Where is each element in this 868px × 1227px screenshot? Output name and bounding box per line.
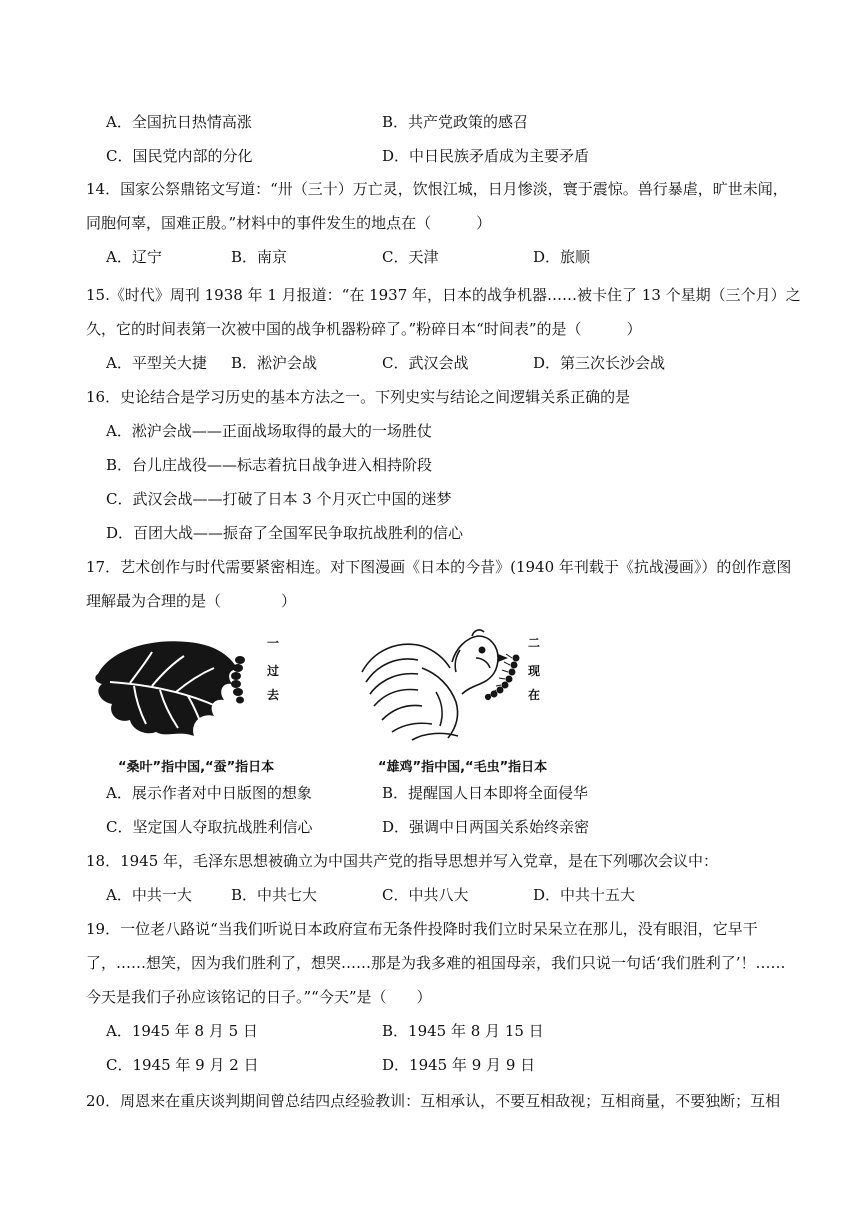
mulberry-leaf-silkworm-illustration	[90, 632, 250, 744]
q14-option-c[interactable]: C．天津	[382, 248, 439, 266]
q14-option-b[interactable]: B．南京	[231, 248, 288, 266]
q18-option-a[interactable]: A．中共一大	[106, 886, 192, 904]
q15-stem-line-1: 15.《时代》周刊 1938 年 1 月报道：“在 1937 年，日本的战争机器……被卡住了 13 个星期（三个月）之	[86, 286, 801, 304]
panel-right-side-char-1: 二	[527, 636, 540, 650]
q17-option-b[interactable]: B．提醒国人日本即将全面侵华	[382, 784, 589, 802]
panel-right-side-text	[527, 634, 541, 704]
panel-left-caption: “桑叶”指中国,“蚕”指日本	[118, 760, 275, 775]
q18-stem-line-1: 18．1945 年，毛泽东思想被确立为中国共产党的指导思想并写入党章，是在下列哪次会议中：	[86, 852, 719, 870]
q18-option-c[interactable]: C．中共八大	[382, 886, 469, 904]
q13-option-b[interactable]: B．共产党政策的感召	[382, 113, 529, 131]
panel-left-side-char-2: 过	[266, 664, 279, 678]
q18-option-d[interactable]: D．中共十五大	[533, 886, 636, 904]
q13-option-a[interactable]: A．全国抗日热情高涨	[106, 113, 252, 131]
q15-stem-line-2: 久，它的时间表第一次被中国的战争机器粉碎了。”粉碎日本“时间表”的是（ ）	[86, 320, 642, 338]
panel-left-side-char-3: 去	[266, 688, 279, 702]
q18-option-b[interactable]: B．中共七大	[231, 886, 318, 904]
q16-option-b[interactable]: B．台儿庄战役——标志着抗日战争进入相持阶段	[106, 456, 433, 474]
q19-option-d[interactable]: D．1945 年 9 月 9 日	[382, 1056, 536, 1074]
q15-option-b[interactable]: B．淞沪会战	[231, 354, 318, 372]
q17-stem-line-2: 理解最为合理的是（ ）	[86, 592, 297, 610]
rooster-caterpillar-illustration	[352, 628, 522, 748]
q14-stem-line-1: 14．国家公祭鼎铭文写道：“卅（三十）万亡灵，饮恨江城，日月惨淡，寰于震惊。兽行暴虐，旷世未闻，	[86, 180, 788, 198]
q19-stem-line-3: 今天是我们子孙应该铭记的日子。”“今天”是（ ）	[86, 988, 432, 1006]
q14-option-a[interactable]: A．辽宁	[106, 248, 162, 266]
q15-option-c[interactable]: C．武汉会战	[382, 354, 469, 372]
q17-stem-line-1: 17．艺术创作与时代需要紧密相连。对下图漫画《日本的今昔》(1940 年刊载于《抗战漫画》）的创作意图	[86, 558, 792, 576]
q15-option-a[interactable]: A．平型关大捷	[106, 354, 207, 372]
q14-option-d[interactable]: D．旅顺	[533, 248, 591, 266]
panel-left-side-text	[266, 634, 280, 704]
panel-right-caption: “雄鸡”指中国,“毛虫”指日本	[378, 760, 548, 775]
q13-option-d[interactable]: D．中日民族矛盾成为主要矛盾	[382, 147, 590, 165]
panel-right-side-char-3: 在	[527, 688, 540, 702]
q19-option-a[interactable]: A．1945 年 8 月 5 日	[106, 1022, 258, 1040]
q16-option-c[interactable]: C．武汉会战——打破了日本 3 个月灭亡中国的迷梦	[106, 490, 452, 508]
q19-stem-line-2: 了，……想笑，因为我们胜利了，想哭……那是为我多难的祖国母亲，我们只说一句话‘我们胜利了’！……	[86, 954, 786, 972]
q20-stem-line-1: 20．周恩来在重庆谈判期间曾总结四点经验教训：互相承认，不要互相敌视；互相商量，不要独断；互相	[86, 1092, 781, 1110]
panel-right-side-char-2: 现	[527, 664, 540, 678]
q13-option-c[interactable]: C．国民党内部的分化	[106, 147, 253, 165]
panel-left-side-char-1: 一	[266, 636, 279, 650]
q14-stem-line-2: 同胞何辜，国难正殷。”材料中的事件发生的地点在（ ）	[86, 214, 492, 232]
q19-option-b[interactable]: B．1945 年 8 月 15 日	[382, 1022, 544, 1040]
q19-stem-line-1: 19．一位老八路说“当我们听说日本政府宣布无条件投降时我们立时呆呆立在那儿，没有眼泪，它早干	[86, 920, 758, 938]
q17-option-a[interactable]: A．展示作者对中日版图的想象	[106, 784, 312, 802]
q17-option-c[interactable]: C．坚定国人夺取抗战胜利信心	[106, 818, 313, 836]
q15-option-d[interactable]: D．第三次长沙会战	[533, 354, 666, 372]
q19-option-c[interactable]: C．1945 年 9 月 2 日	[106, 1056, 259, 1074]
q16-option-d[interactable]: D．百团大战——振奋了全国军民争取抗战胜利的信心	[106, 524, 464, 542]
q17-option-d[interactable]: D．强调中日两国关系始终亲密	[382, 818, 590, 836]
q16-option-a[interactable]: A．淞沪会战——正面战场取得的最大的一场胜仗	[106, 422, 432, 440]
q16-stem-line-1: 16．史论结合是学习历史的基本方法之一。下列史实与结论之间逻辑关系正确的是	[86, 388, 631, 406]
